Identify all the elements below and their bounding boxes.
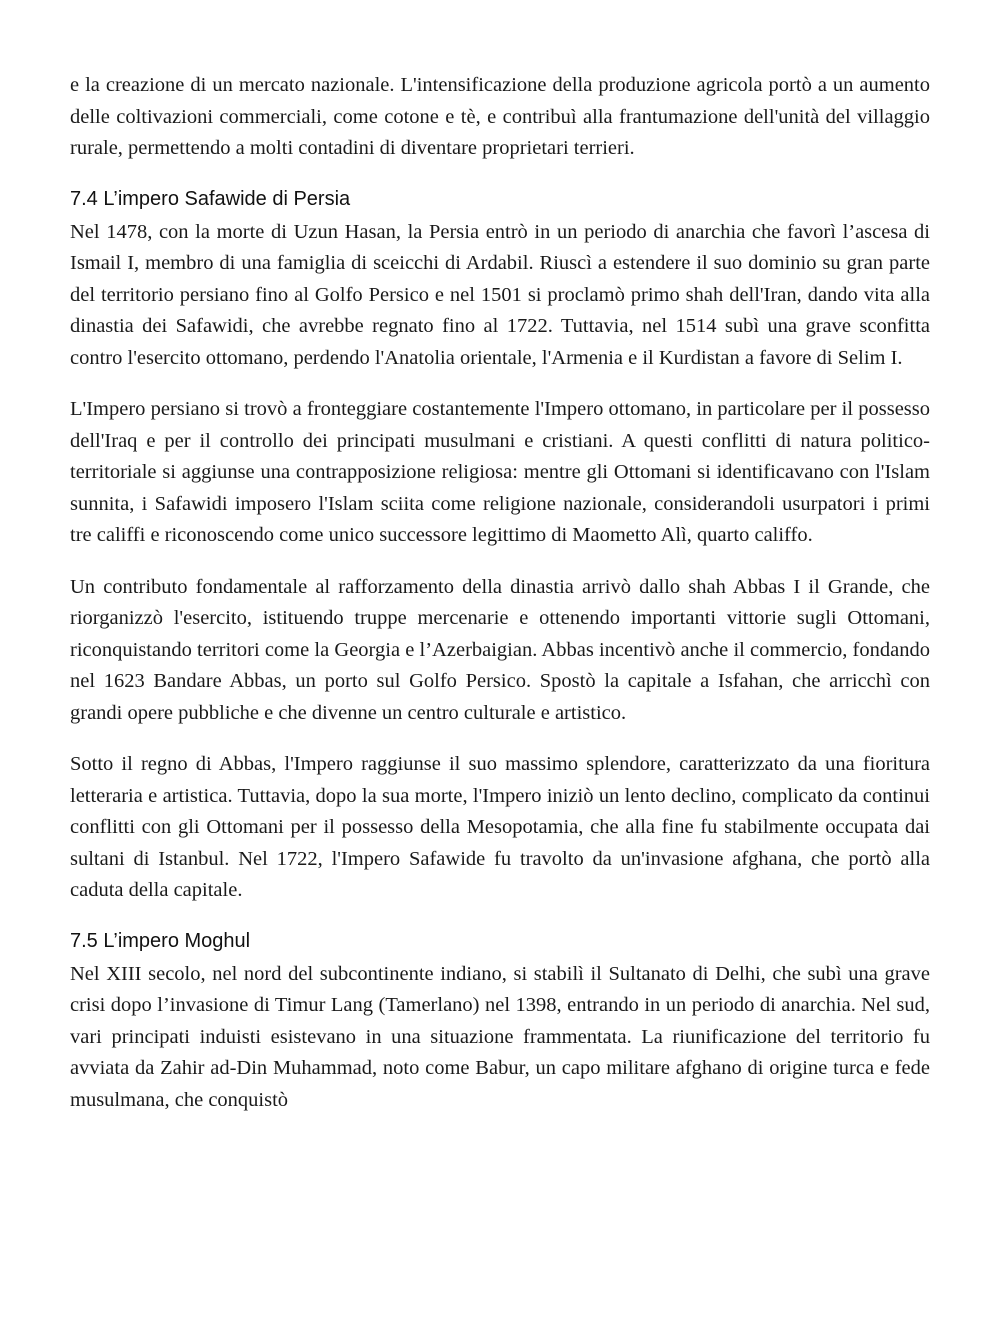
section-heading-safawide: 7.4 L’impero Safawide di Persia xyxy=(70,187,351,210)
moghul-paragraph-1: Nel XIII secolo, nel nord del subcontinente indiano, si stabilì il Sultanato di Delhi, che subì una grave crisi dopo l’invasione di Timur Lang (Tamerlano) nel 1398, entrando in un periodo di anarchia. Nel sud, vari principati induisti esistevano in una situazione frammentata. La riunificazione del territorio fu avviata da Zahir ad-Din Muhammad, noto come Babur, un capo militare afghano di origine turca e fede musulmana, che conquistò xyxy=(70,962,930,1111)
safawide-paragraph-3: Un contributo fondamentale al rafforzamento della dinastia arrivò dallo shah Abbas I il Grande, che riorganizzò l'esercito, istituendo truppe mercenarie e ottenendo importanti vittorie sugli Ottomani, riconquistando territori come la Georgia e l’Azerbaigian. Abbas incentivò anche il commercio, fondando nel 1623 Bandare Abbas, un porto sul Golfo Persico. Spostò la capitale a Isfahan, che arricchì con grandi opere pubbliche e che divenne un centro culturale e artistico. xyxy=(70,575,930,724)
safawide-paragraph-1: Nel 1478, con la morte di Uzun Hasan, la Persia entrò in un periodo di anarchia che favorì l’ascesa di Ismail I, membro di una famiglia di sceicchi di Ardabil. Riuscì a estendere il suo dominio su gran parte del territorio persiano fino al Golfo Persico e nel 1501 si proclamò primo shah dell'Iran, dando vita alla dinastia dei Safawidi, che avrebbe regnato fino al 1722. Tuttavia, nel 1514 subì una grave sconfitta contro l'esercito ottomano, perdendo l'Anatolia orientale, l'Armenia e il Kurdistan a favore di Selim I. xyxy=(70,220,930,369)
section-heading-moghul: 7.5 L’impero Moghul xyxy=(70,929,251,952)
safawide-paragraph-2: L'Impero persiano si trovò a fronteggiare costantemente l'Impero ottomano, in particolare per il possesso dell'Iraq e per il controllo dei principati musulmani e cristiani. A questi conflitti di natura politico-territoriale si aggiunse una contrapposizione religiosa: mentre gli Ottomani si identificavano con l'Islam sunnita, i Safawidi imposero l'Islam sciita come religione nazionale, considerandoli usurpatori i primi tre califfi e riconoscendo come unico successore legittimo di Maometto Alì, quarto califfo. xyxy=(70,398,930,546)
intro-paragraph: e la creazione di un mercato nazionale. L'intensificazione della produzione agricola portò a un aumento delle coltivazioni commerciali, come cotone e tè, e contribuì alla frantumazione dell'unità del villaggio rurale, permettendo a molti contadini di diventare proprietari terrieri. xyxy=(70,74,930,159)
safawide-paragraph-4: Sotto il regno di Abbas, l'Impero raggiunse il suo massimo splendore, caratterizzato da una fioritura letteraria e artistica. Tuttavia, dopo la sua morte, l'Impero iniziò un lento declino, complicato da continui conflitti con gli Ottomani per il possesso della Mesopotamia, che alla fine fu stabilmente occupata dai sultani di Istanbul. Nel 1722, l'Impero Safawide fu travolto da un'invasione afghana, che portò alla caduta della capitale. xyxy=(70,753,930,901)
document-page xyxy=(70,70,930,1116)
